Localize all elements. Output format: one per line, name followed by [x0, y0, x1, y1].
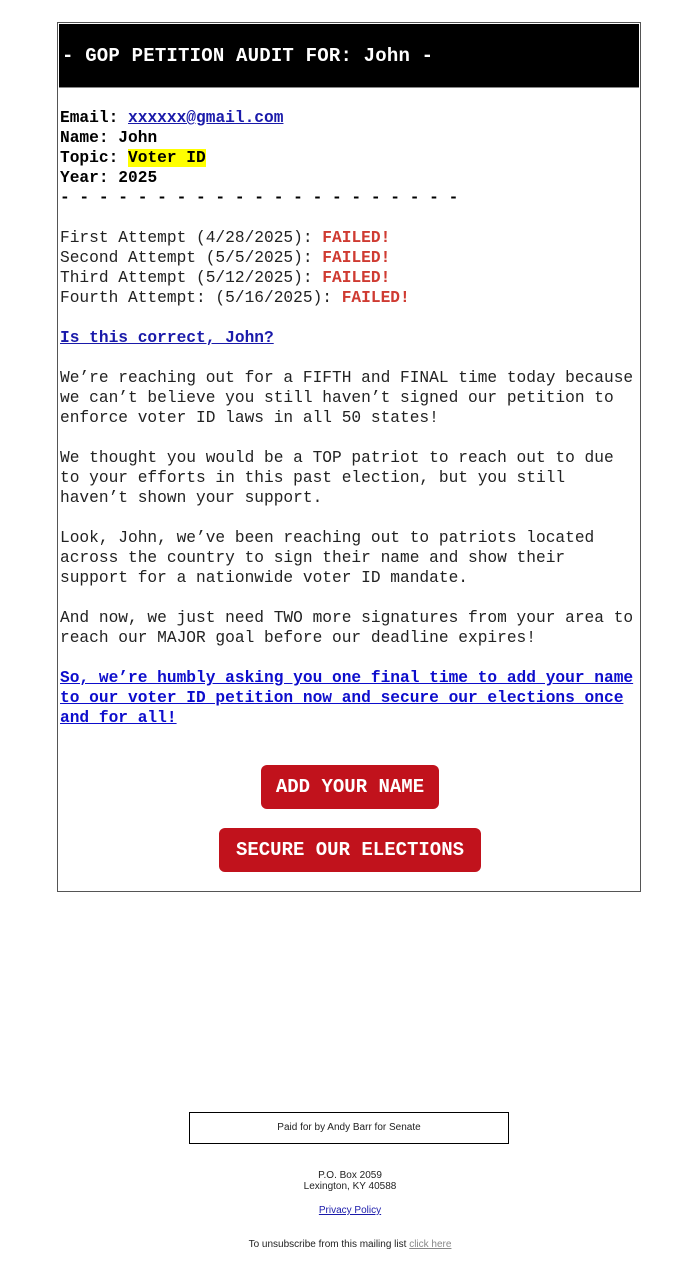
name-label: Name: — [60, 129, 109, 147]
paragraph: And now, we just need TWO more signatures from your area to reach our MAJOR goal before our deadline expires! — [60, 609, 634, 647]
topic-value: Voter ID — [128, 149, 206, 167]
address-line-2: Lexington, KY 40588 — [303, 1181, 397, 1192]
attempt-status: FAILED! — [322, 269, 391, 287]
topic-row — [60, 148, 640, 168]
email-label: Email: — [60, 109, 119, 127]
topic-label: Topic: — [60, 149, 119, 167]
header-bar — [59, 24, 639, 88]
unsubscribe-text: To unsubscribe from this mailing list — [248, 1239, 407, 1250]
attempt-status: FAILED! — [322, 229, 391, 247]
attempt-label: Third Attempt (5/12/2025): — [60, 269, 313, 287]
attempt-row — [60, 268, 640, 288]
year-row — [60, 168, 640, 188]
question-link[interactable]: Is this correct, John? — [60, 329, 274, 347]
year-value: 2025 — [118, 169, 158, 187]
email-card — [57, 22, 641, 892]
attempt-row — [60, 228, 640, 248]
attempt-label: Second Attempt (5/5/2025): — [60, 249, 313, 267]
header-title: - GOP PETITION AUDIT FOR: John - — [62, 45, 434, 67]
paragraph: We thought you would be a TOP patriot to reach out to due to your efforts in this past election, but you still haven’t shown your support. — [60, 449, 614, 507]
paid-for-box: Paid for by Andy Barr for Senate — [189, 1112, 509, 1144]
name-value: John — [118, 129, 158, 147]
unsubscribe-link[interactable]: click here — [409, 1239, 452, 1250]
cta-link[interactable]: So, we’re humbly asking you one final time to add your name to our voter ID petition now and secure our elections once and for all! — [60, 669, 634, 727]
add-your-name-button[interactable]: ADD YOUR NAME — [261, 765, 439, 809]
attempt-label: First Attempt (4/28/2025): — [60, 229, 313, 247]
email-link[interactable]: xxxxxx@gmail.com — [128, 109, 284, 127]
email-content — [60, 108, 640, 728]
address-line-1: P.O. Box 2059 — [318, 1170, 382, 1181]
name-row — [60, 128, 640, 148]
attempt-row — [60, 288, 640, 308]
dash-divider: - - - - - - - - - - - - - - - - - - - - - — [60, 189, 459, 207]
attempt-status: FAILED! — [322, 249, 391, 267]
paragraph: We’re reaching out for a FIFTH and FINAL time today because we can’t believe you still haven’t signed our petition to enforce voter ID laws in all 50 states! — [60, 369, 634, 427]
unsubscribe-row — [0, 1239, 700, 1250]
year-label: Year: — [60, 169, 109, 187]
secure-our-elections-button[interactable]: SECURE OUR ELECTIONS — [219, 828, 481, 872]
privacy-policy-link[interactable]: Privacy Policy — [318, 1205, 382, 1216]
attempt-row — [60, 248, 640, 268]
email-row — [60, 108, 640, 128]
attempt-label: Fourth Attempt: (5/16/2025): — [60, 289, 332, 307]
paragraph: Look, John, we’ve been reaching out to patriots located across the country to sign their name and show their support for a nationwide voter ID mandate. — [60, 529, 595, 587]
attempt-status: FAILED! — [341, 289, 410, 307]
